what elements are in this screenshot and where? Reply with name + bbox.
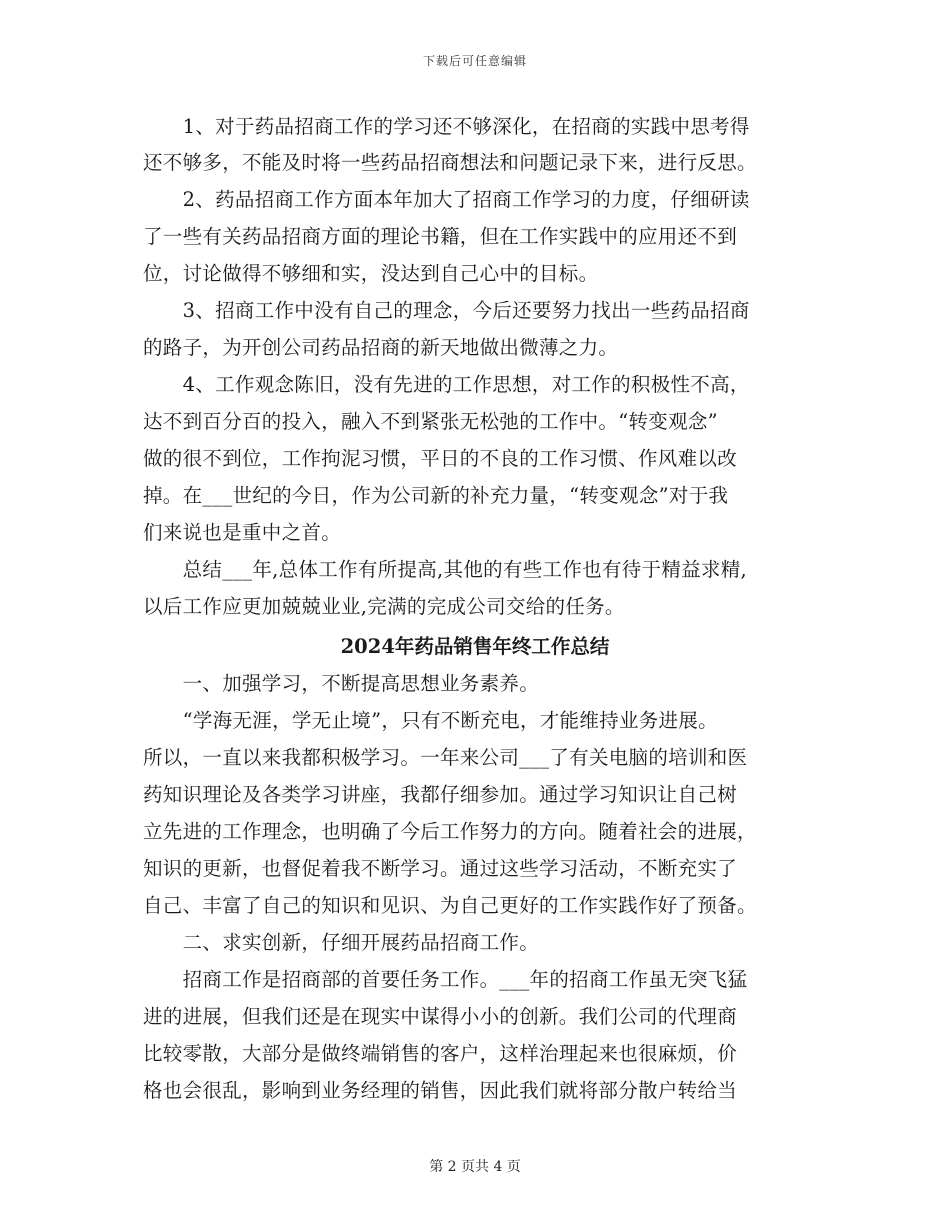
text-line: 们来说也是重中之首。 — [143, 521, 342, 544]
page-header: 下载后可任意编辑 — [422, 54, 527, 68]
text-line: 位，讨论做得不够细和实，没达到自己心中的目标。 — [143, 262, 599, 285]
text-line: 进的进展，但我们还是在现实中谋得小小的创新。我们公司的代理商 — [143, 1005, 738, 1028]
text-line: 药知识理论及各类学习讲座，我都仔细参加。通过学习知识让自己树 — [143, 783, 738, 806]
text-line: 还不够多，不能及时将一些药品招商想法和问题记录下来，进行反思。 — [143, 151, 757, 174]
text-line: 格也会很乱，影响到业务经理的销售，因此我们就将部分散户转给当 — [143, 1079, 738, 1102]
text-line: 知识的更新，也督促着我不断学习。通过这些学习活动，不断充实了 — [143, 857, 738, 880]
section-title: 2024年药品销售年终工作总结 — [340, 635, 610, 658]
text-line: 二、求实创新，仔细开展药品招商工作。 — [143, 931, 540, 954]
text-line: 达不到百分百的投入，融入不到紧张无松弛的工作中。“转变观念” — [143, 410, 718, 433]
text-line: 自己、丰富了自己的知识和见识、为自己更好的工作实践作好了预备。 — [143, 894, 757, 917]
text-line: 3、招商工作中没有自己的理念，今后还要努力找出一些药品招商 — [143, 299, 750, 322]
text-line: 一、加强学习，不断提高思想业务素养。 — [143, 672, 540, 695]
text-line: 所以，一直以来我都积极学习。一年来公司___了有关电脑的培训和医 — [143, 746, 748, 769]
text-line: 以后工作应更加兢兢业业,完满的完成公司交给的任务。 — [143, 595, 625, 618]
text-line: 招商工作是招商部的首要任务工作。___年的招商工作虽无突飞猛 — [143, 968, 748, 991]
text-line: 4、工作观念陈旧，没有先进的工作思想，对工作的积极性不高， — [143, 373, 750, 396]
text-line: 比较零散，大部分是做终端销售的客户，这样治理起来也很麻烦，价 — [143, 1042, 738, 1065]
text-line: 做的很不到位，工作拘泥习惯，平日的不良的工作习惯、作风难以改 — [143, 447, 738, 470]
text-line: “学海无涯，学无止境”，只有不断充电，才能维持业务进展。 — [143, 709, 718, 732]
text-line: 掉。在___世纪的今日，作为公司新的补充力量，“转变观念”对于我 — [143, 484, 729, 507]
page-footer: 第 2 页共 4 页 — [429, 1159, 521, 1175]
text-line: 了一些有关药品招商方面的理论书籍，但在工作实践中的应用还不到 — [143, 225, 738, 248]
text-line: 总结___年,总体工作有所提高,其他的有些工作也有待于精益求精, — [143, 558, 748, 581]
text-line: 的路子，为开创公司药品招商的新天地做出微薄之力。 — [143, 336, 619, 359]
text-line: 1、对于药品招商工作的学习还不够深化，在招商的实践中思考得 — [143, 115, 750, 138]
text-line: 2、药品招商工作方面本年加大了招商工作学习的力度，仔细研读 — [143, 188, 750, 211]
text-line: 立先进的工作理念，也明确了今后工作努力的方向。随着社会的进展， — [143, 820, 757, 843]
